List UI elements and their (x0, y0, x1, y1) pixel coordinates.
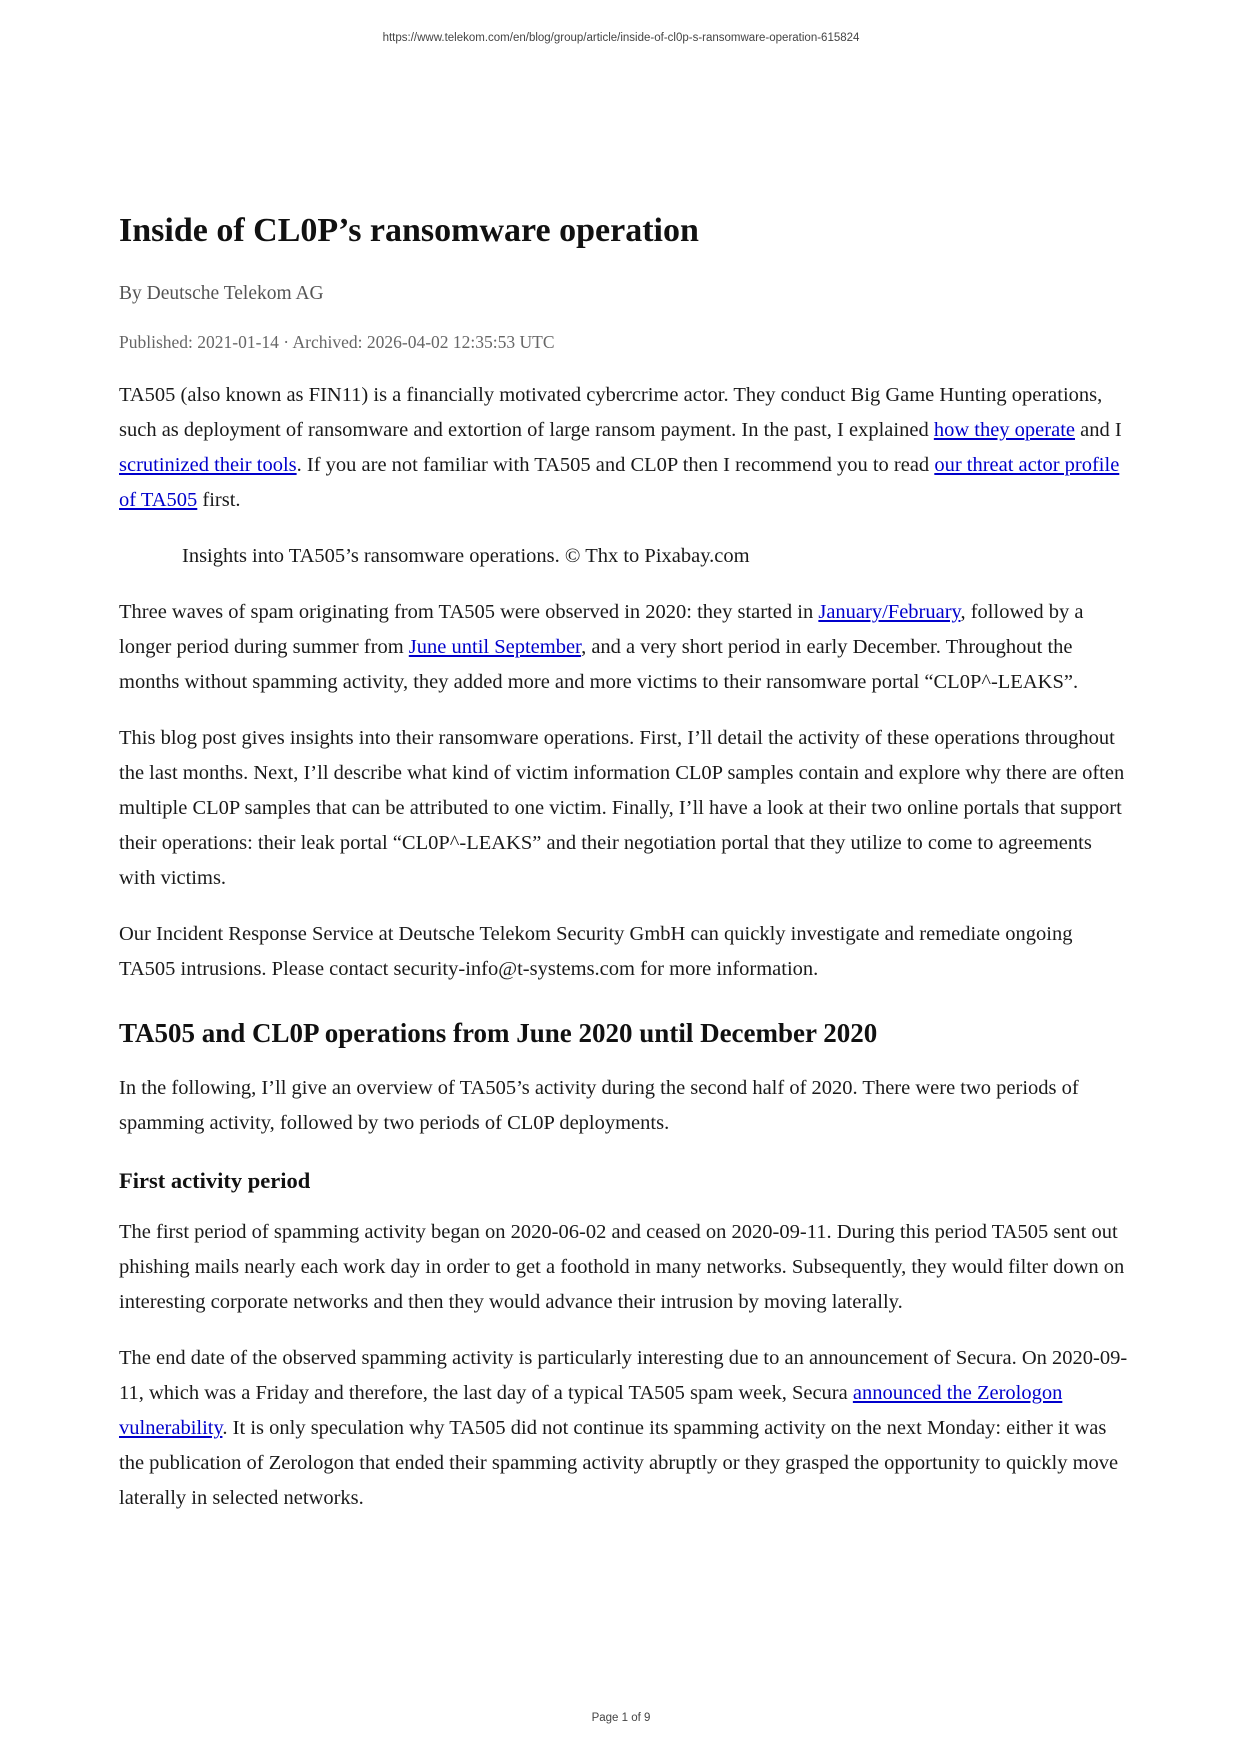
section-heading: TA505 and CL0P operations from June 2020 until December 2020 (119, 1018, 878, 1048)
link-zerologon-announcement[interactable]: announced the Zerologon vulnerability (119, 1382, 1063, 1439)
article-byline: By Deutsche Telekom AG (119, 283, 324, 304)
text: TA505 (also known as FIN11) is a financially motivated cybercrime actor. They conduct Big Game Hunting operations, such as deployment of ransomware and extortion of large ransom payment. In the past, I explained (119, 384, 1103, 441)
paragraph-first-period: The first period of spamming activity began on 2020-06-02 and ceased on 2020-09-11. During this period TA505 sent out phishing mails nearly each work day in order to get a foothold in many networks. Subsequently, they would filter down on interesting corporate networks and then they would advance their intrusion by moving laterally. (119, 1221, 1125, 1313)
link-june-until-september[interactable]: June until September (408, 636, 582, 658)
text: and I (1075, 419, 1122, 441)
text: . If you are not familiar with TA505 and CL0P then I recommend you to read (296, 454, 935, 476)
text: first. (197, 489, 241, 511)
article (119, 210, 1129, 1537)
text: Three waves of spam originating from TA505 were observed in 2020: they started in (119, 601, 819, 623)
article-title: Inside of CL0P’s ransomware operation (119, 212, 699, 249)
text: The end date of the observed spamming activity is particularly interesting due to an announcement of Secura. On 2020-09-11, which was a Friday and therefore, the last day of a typical TA505 spam week, Secura (119, 1347, 1128, 1404)
text: , and a very short period in early December. Throughout the months without spamming activity, they added more and more victims to their ransomware portal “CL0P^-LEAKS”. (119, 636, 1079, 693)
paragraph-overview: This blog post gives insights into their ransomware operations. First, I’ll detail the activity of these operations throughout the last months. Next, I’ll describe what kind of victim information CL0P samples contain and explore why there are often multiple CL0P samples that can be attributed to one victim. Finally, I’ll have a look at their two online portals that support their operations: their leak portal “CL0P^-LEAKS” and their negotiation portal that they utilize to come to agreements with victims. (119, 727, 1125, 889)
link-scrutinized-tools[interactable]: scrutinized their tools (119, 454, 297, 476)
link-january-february[interactable]: January/February (818, 601, 961, 623)
paragraph-intro (119, 378, 1129, 518)
text: . It is only speculation why TA505 did not continue its spamming activity on the next Monday: either it was the publication of Zerologon that ended their spamming activity abruptly or they grasped the opportunity to quickly move laterally in selected networks. (119, 1417, 1119, 1509)
link-threat-actor-profile[interactable]: our threat actor profile of TA505 (119, 454, 1120, 511)
subsection-heading: First activity period (119, 1168, 311, 1193)
link-how-they-operate[interactable]: how they operate (933, 419, 1075, 441)
paragraph-incident-response: Our Incident Response Service at Deutsche Telekom Security GmbH can quickly investigate and remediate ongoing TA505 intrusions. Please contact security-info@t-systems.com for more information. (119, 923, 1073, 980)
page-number: Page 1 of 9 (591, 1712, 651, 1724)
paragraph-following: In the following, I’ll give an overview of TA505’s activity during the second half of 2020. There were two periods of spamming activity, followed by two periods of CL0P deployments. (119, 1077, 1079, 1134)
article-meta: Published: 2021-01-14 · Archived: 2026-04-02 12:35:53 UTC (119, 332, 555, 352)
paragraph-spam-waves (119, 595, 1129, 700)
paragraph-zerologon (119, 1341, 1129, 1516)
text: , followed by a longer period during summer from (119, 601, 1084, 658)
page-url: https://www.telekom.com/en/blog/group/article/inside-of-cl0p-s-ransomware-operation-615824 (382, 32, 860, 44)
image-caption: Insights into TA505’s ransomware operations. © Thx to Pixabay.com (182, 545, 750, 567)
